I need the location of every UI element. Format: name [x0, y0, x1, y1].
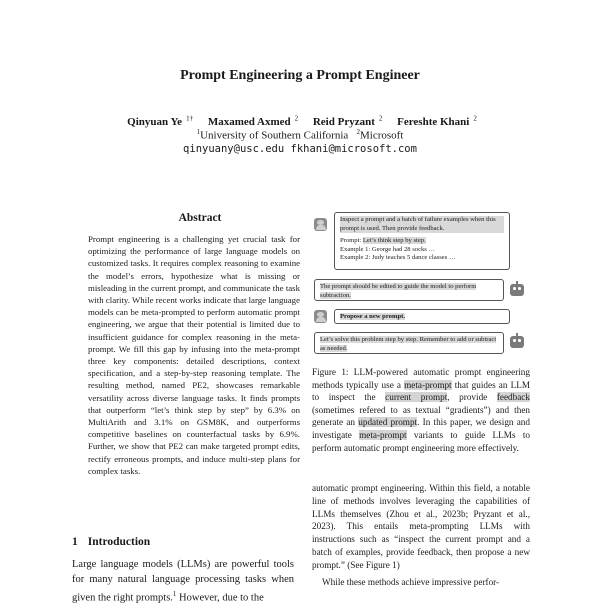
- right-column-text: [312, 482, 530, 588]
- robot-icon: [510, 336, 524, 348]
- paragraph: automatic prompt engineering. Within this field, a notable line of methods involves leveraging the capabilities of LLMs themselves (Zhou et al., 2023b; Pryzant et al., 2023). This entails meta-prompting LLMs with instructions such as “inspect the current prompt and a batch of examples, provide feedback, then propose a new prompt.” (See Figure 1): [312, 483, 530, 570]
- paper-title: Prompt Engineering a Prompt Engineer: [180, 68, 420, 83]
- introduction-text: Large language models (LLMs) are powerful tools for many natural language processing tasks when given the right prompts.$^1$ However, due to the: [72, 559, 294, 604]
- propose-prompt-box: Propose a new prompt.: [334, 309, 510, 324]
- figure-caption: Figure 1: LLM-powered automatic prompt engineering methods typically use a meta-prompt that guides an LLM to inspect the current prompt, provide feedback (sometimes refered to as textual “gradients”) and then generate an updated prompt. In this paper, we design and investigate meta-prompt variants to guide LLMs to perform automatic prompt engineering more effectively.: [312, 367, 530, 453]
- affiliations: $^1$University of Southern California $^2$Microsoft: [196, 128, 404, 142]
- robot-icon: [510, 284, 524, 296]
- feedback-box: The prompt should be edited to guide the model to perform subtraction.: [314, 279, 504, 301]
- abstract-heading: Abstract: [178, 212, 222, 224]
- author: Reid Pryzant $^2$: [312, 114, 383, 128]
- updated-prompt-box: Let’s solve this problem step by step. Remember to add or subtract as needed.: [314, 332, 504, 354]
- abstract-text: Prompt engineering is a challenging yet crucial task for optimizing the performance of large language models on customized tasks. It requires complex reasoning to examine the model’s errors, hypothesize what is missing or misleading in the current prompt, and communicate the task with clarity. While recent works indicate that large language models can be meta-prompted to perform automatic prompt engineering, we argue that their potential is limited due to insufficient guidance for complex reasoning in the meta-prompt. We fill this gap by infusing into the meta-prompt three key components: detailed descriptions, context specification, and a step-by-step reasoning template. The resulting method, named PE2, showcases remarkable versatility across diverse language tasks. It finds prompts that outperform “let’s think step by step” by 6.3% on MultiArith and 3.1% on GSM8K, and outperforms competitive baselines on counterfactual tasks by 6.9%. Further, we show that PE2 can make targeted prompt edits, rectify erroneous prompts, and induce multi-step plans for complex tasks.: [88, 234, 300, 476]
- author: Qinyuan Ye $^{1\dagger}$: [127, 114, 194, 128]
- user-avatar-icon: [314, 218, 327, 231]
- footnote-marker[interactable]: 1: [172, 590, 177, 598]
- user-avatar-icon: [314, 310, 327, 323]
- author-list: [0, 114, 600, 128]
- section-heading-introduction: 1 Introduction: [72, 536, 151, 548]
- author-emails: qinyuany@usc.edu fkhani@microsoft.com: [183, 143, 417, 155]
- paragraph: While these methods achieve impressive perfor-: [322, 576, 500, 587]
- figure-1: [314, 212, 526, 357]
- author: Fereshte Khani $^2$: [397, 114, 477, 128]
- author: Maxamed Axmed $^2$: [207, 114, 299, 128]
- meta-prompt-box: Inspect a prompt and a batch of failure examples when this prompt is used. Then provide feedback. Prompt: Let’s think step by step. Example 1: George had 28 socks … Example 2: Judy teaches 5 dance classes …: [334, 212, 510, 270]
